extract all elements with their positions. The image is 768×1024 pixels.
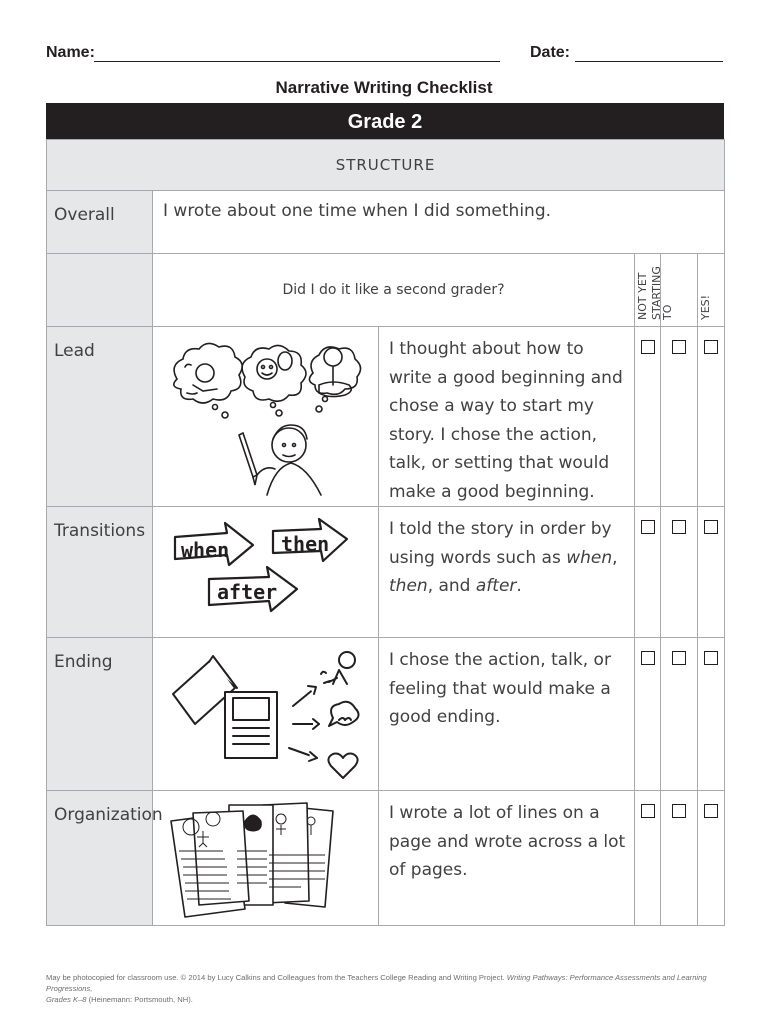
ending-description: I chose the action, talk, or feeling that would make a good ending. — [379, 638, 635, 791]
document-title: Narrative Writing Checklist — [275, 78, 493, 97]
lead-description: I thought about how to write a good beginning and chose a way to start my story. I chose the action, talk, or setting that would make a good beginning. — [379, 327, 635, 507]
section-heading: STRUCTURE — [47, 140, 725, 191]
question-text: Did I do it like a second grader? — [153, 254, 635, 327]
overall-row — [47, 191, 725, 254]
thought-bubbles-illustration — [153, 327, 377, 505]
transitions-text-1: I told the story in order by using words such as — [389, 519, 612, 568]
footer-grades: Grades K–8 — [46, 995, 87, 1004]
transition-arrows-illustration — [153, 507, 377, 635]
checklist-table — [46, 139, 725, 926]
row-label-transitions: Transitions — [47, 507, 153, 638]
question-row-spacer — [47, 254, 153, 327]
date-field[interactable] — [575, 61, 723, 62]
ending-yes-cell — [698, 638, 725, 791]
header-row — [46, 42, 724, 66]
ending-not-yet-cell — [635, 638, 661, 791]
lead-not-yet-cell — [635, 327, 661, 507]
checklist-row-lead — [47, 327, 725, 507]
book-and-arrows-illustration — [153, 638, 377, 788]
lead-starting-to-checkbox[interactable] — [672, 340, 686, 354]
organization-illustration — [153, 791, 379, 926]
organization-starting-to-cell — [661, 791, 698, 926]
ending-not-yet-checkbox[interactable] — [641, 651, 655, 665]
transitions-description — [379, 507, 635, 638]
lead-yes-checkbox[interactable] — [704, 340, 718, 354]
row-label-ending: Ending — [47, 638, 153, 791]
transitions-word-after: after — [475, 576, 517, 596]
transitions-not-yet-checkbox[interactable] — [641, 520, 655, 534]
organization-not-yet-checkbox[interactable] — [641, 804, 655, 818]
checklist-row-transitions — [47, 507, 725, 638]
overall-description: I wrote about one time when I did something. — [153, 191, 725, 254]
transitions-sep-2: , and — [427, 576, 476, 596]
word-when: when — [181, 538, 230, 562]
name-field[interactable] — [94, 61, 500, 62]
row-label-lead: Lead — [47, 327, 153, 507]
date-label: Date: — [530, 44, 571, 61]
lead-yes-cell — [698, 327, 725, 507]
word-then: then — [281, 532, 330, 556]
column-label-not-yet: NOT YET — [635, 272, 649, 320]
footer-credit — [46, 972, 726, 1005]
organization-yes-cell — [698, 791, 725, 926]
name-label: Name: — [46, 44, 95, 61]
transitions-word-then: then — [389, 576, 428, 596]
transitions-yes-cell — [698, 507, 725, 638]
row-label-organization: Organization — [47, 791, 153, 926]
transitions-illustration — [153, 507, 379, 638]
ending-starting-to-checkbox[interactable] — [672, 651, 686, 665]
footer-book-title: Writing Pathways: Performance Assessments and Learning Progressions, — [46, 973, 707, 993]
column-starting-to — [650, 254, 698, 327]
row-label-overall: Overall — [47, 191, 153, 254]
column-label-starting-to: STARTING TO — [650, 266, 674, 320]
lead-starting-to-cell — [661, 327, 698, 507]
section-row — [47, 140, 725, 191]
ending-yes-checkbox[interactable] — [704, 651, 718, 665]
transitions-word-when: when — [566, 547, 613, 568]
transitions-starting-to-checkbox[interactable] — [672, 520, 686, 534]
grade-banner: Grade 2 — [46, 103, 724, 139]
word-after: after — [217, 580, 278, 604]
organization-yes-checkbox[interactable] — [704, 804, 718, 818]
column-label-yes: YES! — [699, 294, 712, 320]
story-pages-illustration — [153, 791, 377, 925]
question-row — [47, 254, 725, 327]
organization-description: I wrote a lot of lines on a page and wrote across a lot of pages. — [379, 791, 635, 926]
lead-not-yet-checkbox[interactable] — [641, 340, 655, 354]
transitions-not-yet-cell — [635, 507, 661, 638]
checklist-row-organization — [47, 791, 725, 926]
organization-not-yet-cell — [635, 791, 661, 926]
organization-starting-to-checkbox[interactable] — [672, 804, 686, 818]
transitions-starting-to-cell — [661, 507, 698, 638]
transitions-text-end: . — [516, 576, 522, 596]
lead-illustration — [153, 327, 379, 507]
transitions-sep-1: , — [612, 547, 618, 568]
ending-illustration — [153, 638, 379, 791]
footer-line: May be photocopied for classroom use. © 2014 by Lucy Calkins and Colleagues from the Teachers College Reading and Writing Project. — [46, 973, 507, 982]
checklist-row-ending — [47, 638, 725, 791]
column-yes — [698, 254, 725, 327]
ending-starting-to-cell — [661, 638, 698, 791]
transitions-yes-checkbox[interactable] — [704, 520, 718, 534]
footer-publisher: (Heinemann: Portsmouth, NH). — [86, 995, 193, 1004]
